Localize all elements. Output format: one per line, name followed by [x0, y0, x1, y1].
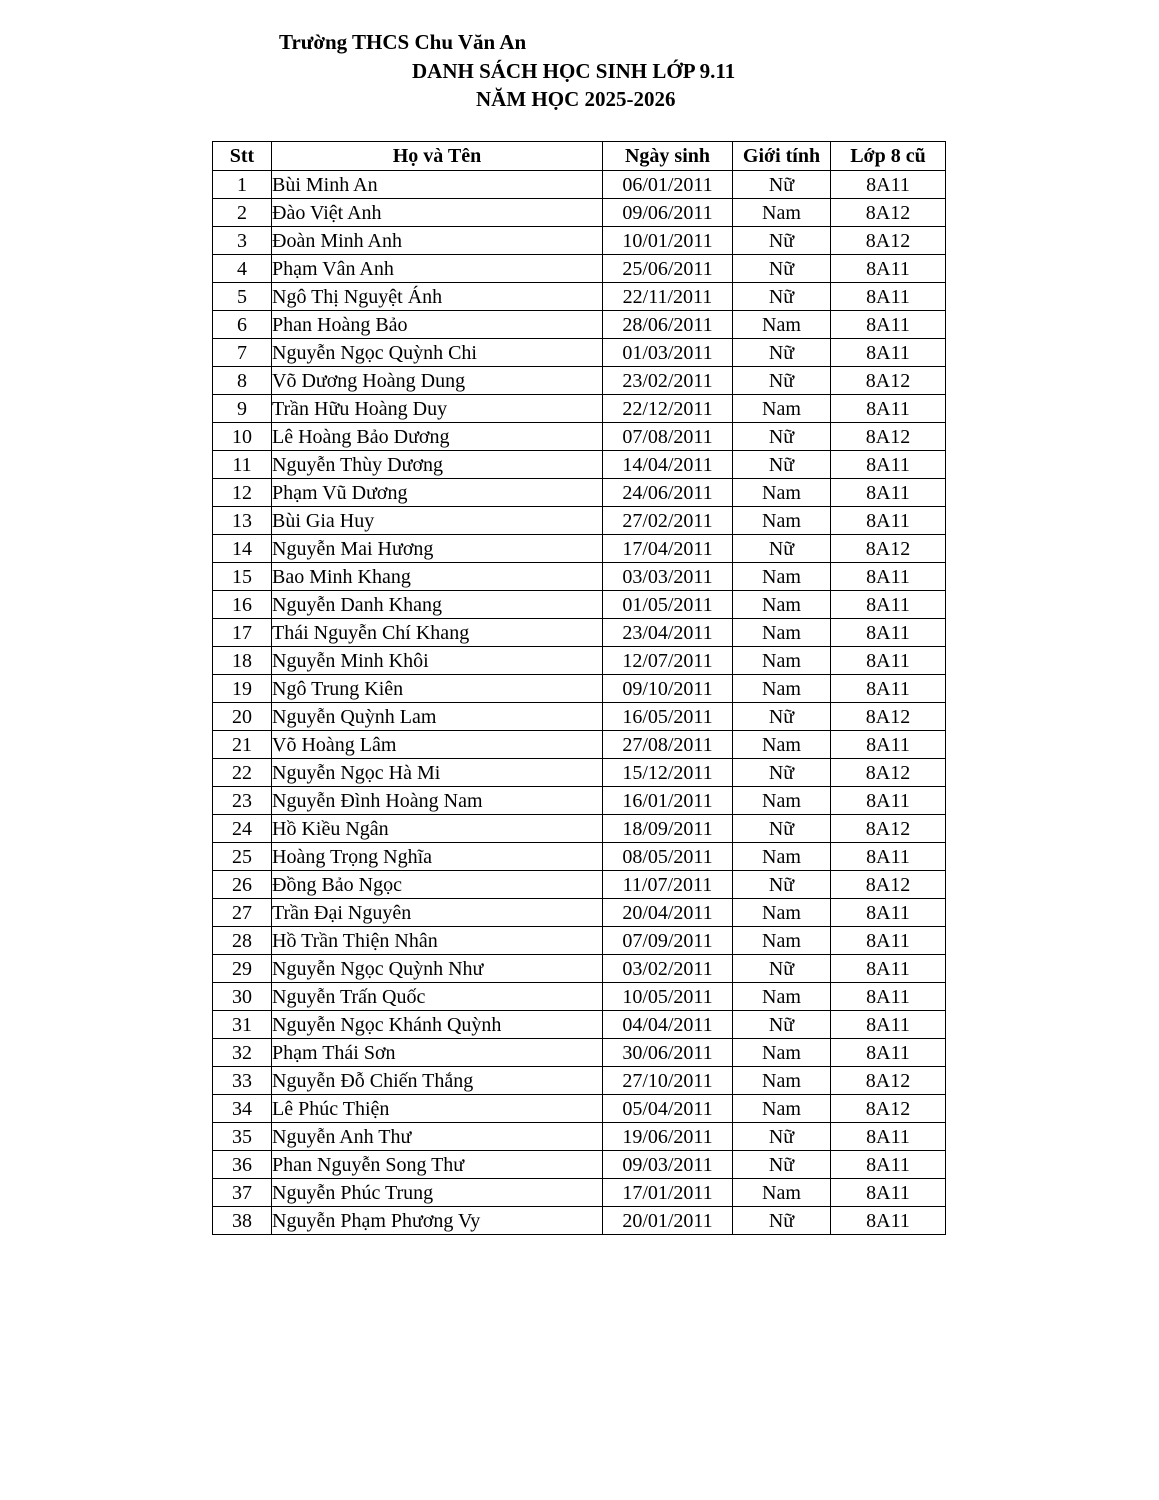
- cell-stt: 4: [213, 255, 272, 283]
- cell-prev-class: 8A12: [831, 199, 946, 227]
- cell-name: Đồng Bảo Ngọc: [272, 871, 603, 899]
- table-header-row: [213, 142, 946, 171]
- cell-gender: Nữ: [733, 171, 831, 199]
- table-row: [213, 199, 946, 227]
- cell-stt: 7: [213, 339, 272, 367]
- cell-gender: Nam: [733, 619, 831, 647]
- cell-stt: 28: [213, 927, 272, 955]
- cell-gender: Nữ: [733, 1207, 831, 1235]
- cell-prev-class: 8A11: [831, 1123, 946, 1151]
- cell-prev-class: 8A11: [831, 591, 946, 619]
- cell-gender: Nam: [733, 1095, 831, 1123]
- cell-gender: Nữ: [733, 703, 831, 731]
- cell-name: Ngô Trung Kiên: [272, 675, 603, 703]
- cell-dob: 16/01/2011: [603, 787, 733, 815]
- cell-gender: Nam: [733, 199, 831, 227]
- table-row: [213, 339, 946, 367]
- table-row: [213, 899, 946, 927]
- cell-prev-class: 8A11: [831, 899, 946, 927]
- cell-prev-class: 8A12: [831, 535, 946, 563]
- table-body: [213, 171, 946, 1235]
- cell-stt: 5: [213, 283, 272, 311]
- cell-gender: Nữ: [733, 759, 831, 787]
- cell-stt: 33: [213, 1067, 272, 1095]
- table-row: [213, 1179, 946, 1207]
- column-header-dob: Ngày sinh: [603, 142, 733, 171]
- cell-name: Nguyễn Ngọc Khánh Quỳnh: [272, 1011, 603, 1039]
- cell-name: Phạm Thái Sơn: [272, 1039, 603, 1067]
- cell-prev-class: 8A12: [831, 423, 946, 451]
- cell-gender: Nam: [733, 1067, 831, 1095]
- cell-gender: Nam: [733, 1039, 831, 1067]
- cell-dob: 28/06/2011: [603, 311, 733, 339]
- table-row: [213, 843, 946, 871]
- cell-gender: Nữ: [733, 815, 831, 843]
- table-row: [213, 227, 946, 255]
- cell-name: Nguyễn Đỗ Chiến Thắng: [272, 1067, 603, 1095]
- table-row: [213, 871, 946, 899]
- cell-dob: 12/07/2011: [603, 647, 733, 675]
- cell-name: Nguyễn Đình Hoàng Nam: [272, 787, 603, 815]
- cell-gender: Nữ: [733, 283, 831, 311]
- cell-prev-class: 8A11: [831, 983, 946, 1011]
- cell-dob: 09/10/2011: [603, 675, 733, 703]
- cell-dob: 03/03/2011: [603, 563, 733, 591]
- cell-stt: 32: [213, 1039, 272, 1067]
- cell-dob: 06/01/2011: [603, 171, 733, 199]
- cell-gender: Nam: [733, 591, 831, 619]
- cell-dob: 07/08/2011: [603, 423, 733, 451]
- cell-stt: 15: [213, 563, 272, 591]
- cell-gender: Nam: [733, 731, 831, 759]
- table-row: [213, 815, 946, 843]
- cell-stt: 20: [213, 703, 272, 731]
- cell-prev-class: 8A12: [831, 1095, 946, 1123]
- table-row: [213, 507, 946, 535]
- table-row: [213, 731, 946, 759]
- cell-gender: Nam: [733, 983, 831, 1011]
- cell-dob: 25/06/2011: [603, 255, 733, 283]
- column-header-name: Họ và Tên: [272, 142, 603, 171]
- cell-gender: Nữ: [733, 367, 831, 395]
- cell-dob: 22/11/2011: [603, 283, 733, 311]
- cell-prev-class: 8A11: [831, 339, 946, 367]
- cell-dob: 01/03/2011: [603, 339, 733, 367]
- table-row: [213, 1011, 946, 1039]
- column-header-prev-class: Lớp 8 cũ: [831, 142, 946, 171]
- cell-prev-class: 8A12: [831, 815, 946, 843]
- column-header-gender: Giới tính: [733, 142, 831, 171]
- cell-stt: 35: [213, 1123, 272, 1151]
- cell-gender: Nam: [733, 395, 831, 423]
- cell-name: Nguyễn Thùy Dương: [272, 451, 603, 479]
- cell-gender: Nữ: [733, 423, 831, 451]
- cell-name: Hoàng Trọng Nghĩa: [272, 843, 603, 871]
- cell-dob: 05/04/2011: [603, 1095, 733, 1123]
- cell-prev-class: 8A12: [831, 871, 946, 899]
- table-row: [213, 171, 946, 199]
- table-row: [213, 395, 946, 423]
- cell-stt: 27: [213, 899, 272, 927]
- cell-name: Đào Việt Anh: [272, 199, 603, 227]
- table-row: [213, 619, 946, 647]
- cell-prev-class: 8A11: [831, 479, 946, 507]
- cell-dob: 18/09/2011: [603, 815, 733, 843]
- cell-stt: 21: [213, 731, 272, 759]
- cell-prev-class: 8A12: [831, 703, 946, 731]
- cell-name: Nguyễn Ngọc Quỳnh Chi: [272, 339, 603, 367]
- cell-dob: 27/10/2011: [603, 1067, 733, 1095]
- cell-prev-class: 8A11: [831, 171, 946, 199]
- cell-dob: 03/02/2011: [603, 955, 733, 983]
- cell-name: Bao Minh Khang: [272, 563, 603, 591]
- cell-dob: 01/05/2011: [603, 591, 733, 619]
- cell-gender: Nam: [733, 927, 831, 955]
- cell-dob: 11/07/2011: [603, 871, 733, 899]
- cell-prev-class: 8A11: [831, 647, 946, 675]
- cell-stt: 25: [213, 843, 272, 871]
- cell-stt: 10: [213, 423, 272, 451]
- table-row: [213, 983, 946, 1011]
- cell-prev-class: 8A11: [831, 1179, 946, 1207]
- cell-prev-class: 8A11: [831, 451, 946, 479]
- cell-stt: 16: [213, 591, 272, 619]
- student-roster-table: [212, 141, 946, 1235]
- cell-gender: Nữ: [733, 451, 831, 479]
- table-row: [213, 927, 946, 955]
- cell-prev-class: 8A11: [831, 563, 946, 591]
- cell-stt: 8: [213, 367, 272, 395]
- cell-stt: 31: [213, 1011, 272, 1039]
- cell-dob: 10/01/2011: [603, 227, 733, 255]
- table-row: [213, 255, 946, 283]
- cell-name: Hồ Kiều Ngân: [272, 815, 603, 843]
- cell-gender: Nam: [733, 479, 831, 507]
- cell-gender: Nam: [733, 675, 831, 703]
- cell-stt: 18: [213, 647, 272, 675]
- cell-name: Nguyễn Mai Hương: [272, 535, 603, 563]
- cell-prev-class: 8A11: [831, 1011, 946, 1039]
- cell-stt: 12: [213, 479, 272, 507]
- cell-name: Nguyễn Ngọc Hà Mi: [272, 759, 603, 787]
- table-row: [213, 1123, 946, 1151]
- cell-name: Lê Hoàng Bảo Dương: [272, 423, 603, 451]
- cell-name: Bùi Gia Huy: [272, 507, 603, 535]
- cell-gender: Nam: [733, 311, 831, 339]
- cell-prev-class: 8A11: [831, 283, 946, 311]
- table-row: [213, 647, 946, 675]
- cell-dob: 27/08/2011: [603, 731, 733, 759]
- cell-name: Phạm Vân Anh: [272, 255, 603, 283]
- cell-dob: 23/04/2011: [603, 619, 733, 647]
- cell-stt: 14: [213, 535, 272, 563]
- cell-name: Trần Đại Nguyên: [272, 899, 603, 927]
- cell-name: Nguyễn Phúc Trung: [272, 1179, 603, 1207]
- table-row: [213, 1095, 946, 1123]
- cell-name: Võ Dương Hoàng Dung: [272, 367, 603, 395]
- table-row: [213, 787, 946, 815]
- cell-prev-class: 8A12: [831, 1067, 946, 1095]
- cell-gender: Nam: [733, 843, 831, 871]
- table-row: [213, 1151, 946, 1179]
- table-row: [213, 759, 946, 787]
- cell-dob: 17/04/2011: [603, 535, 733, 563]
- table-row: [213, 563, 946, 591]
- cell-name: Lê Phúc Thiện: [272, 1095, 603, 1123]
- cell-name: Bùi Minh An: [272, 171, 603, 199]
- cell-prev-class: 8A11: [831, 955, 946, 983]
- cell-name: Phạm Vũ Dương: [272, 479, 603, 507]
- cell-dob: 16/05/2011: [603, 703, 733, 731]
- table-row: [213, 1207, 946, 1235]
- cell-prev-class: 8A11: [831, 619, 946, 647]
- cell-name: Nguyễn Trấn Quốc: [272, 983, 603, 1011]
- cell-name: Hồ Trần Thiện Nhân: [272, 927, 603, 955]
- cell-name: Nguyễn Phạm Phương Vy: [272, 1207, 603, 1235]
- cell-stt: 37: [213, 1179, 272, 1207]
- cell-name: Võ Hoàng Lâm: [272, 731, 603, 759]
- cell-dob: 20/04/2011: [603, 899, 733, 927]
- cell-prev-class: 8A11: [831, 787, 946, 815]
- cell-stt: 34: [213, 1095, 272, 1123]
- table-row: [213, 367, 946, 395]
- cell-dob: 22/12/2011: [603, 395, 733, 423]
- cell-prev-class: 8A12: [831, 227, 946, 255]
- school-year: NĂM HỌC 2025-2026: [476, 87, 676, 111]
- table-row: [213, 675, 946, 703]
- cell-gender: Nữ: [733, 955, 831, 983]
- cell-stt: 38: [213, 1207, 272, 1235]
- cell-stt: 17: [213, 619, 272, 647]
- cell-dob: 24/06/2011: [603, 479, 733, 507]
- cell-gender: Nữ: [733, 1123, 831, 1151]
- cell-prev-class: 8A11: [831, 675, 946, 703]
- cell-prev-class: 8A12: [831, 759, 946, 787]
- cell-dob: 23/02/2011: [603, 367, 733, 395]
- cell-name: Đoàn Minh Anh: [272, 227, 603, 255]
- cell-prev-class: 8A11: [831, 311, 946, 339]
- cell-prev-class: 8A11: [831, 395, 946, 423]
- cell-gender: Nữ: [733, 339, 831, 367]
- cell-name: Nguyễn Minh Khôi: [272, 647, 603, 675]
- table-row: [213, 703, 946, 731]
- table-row: [213, 423, 946, 451]
- cell-dob: 17/01/2011: [603, 1179, 733, 1207]
- cell-dob: 19/06/2011: [603, 1123, 733, 1151]
- cell-stt: 22: [213, 759, 272, 787]
- cell-stt: 29: [213, 955, 272, 983]
- cell-dob: 09/06/2011: [603, 199, 733, 227]
- cell-gender: Nữ: [733, 255, 831, 283]
- cell-name: Nguyễn Ngọc Quỳnh Như: [272, 955, 603, 983]
- column-header-stt: Stt: [213, 142, 272, 171]
- cell-dob: 27/02/2011: [603, 507, 733, 535]
- table-row: [213, 591, 946, 619]
- cell-gender: Nữ: [733, 535, 831, 563]
- cell-dob: 15/12/2011: [603, 759, 733, 787]
- cell-prev-class: 8A11: [831, 1207, 946, 1235]
- table-row: [213, 955, 946, 983]
- cell-name: Thái Nguyễn Chí Khang: [272, 619, 603, 647]
- cell-stt: 30: [213, 983, 272, 1011]
- cell-name: Nguyễn Anh Thư: [272, 1123, 603, 1151]
- cell-prev-class: 8A11: [831, 1039, 946, 1067]
- cell-name: Nguyễn Danh Khang: [272, 591, 603, 619]
- cell-dob: 20/01/2011: [603, 1207, 733, 1235]
- cell-gender: Nam: [733, 563, 831, 591]
- cell-name: Nguyễn Quỳnh Lam: [272, 703, 603, 731]
- cell-gender: Nữ: [733, 1151, 831, 1179]
- cell-gender: Nữ: [733, 871, 831, 899]
- cell-dob: 09/03/2011: [603, 1151, 733, 1179]
- cell-dob: 10/05/2011: [603, 983, 733, 1011]
- cell-stt: 6: [213, 311, 272, 339]
- cell-dob: 07/09/2011: [603, 927, 733, 955]
- cell-dob: 30/06/2011: [603, 1039, 733, 1067]
- table-row: [213, 1039, 946, 1067]
- cell-gender: Nam: [733, 1179, 831, 1207]
- cell-stt: 26: [213, 871, 272, 899]
- cell-stt: 24: [213, 815, 272, 843]
- cell-gender: Nam: [733, 787, 831, 815]
- document-title: DANH SÁCH HỌC SINH LỚP 9.11: [412, 59, 736, 83]
- cell-stt: 19: [213, 675, 272, 703]
- table-row: [213, 479, 946, 507]
- cell-prev-class: 8A12: [831, 367, 946, 395]
- cell-stt: 13: [213, 507, 272, 535]
- cell-stt: 23: [213, 787, 272, 815]
- cell-gender: Nữ: [733, 227, 831, 255]
- table-row: [213, 311, 946, 339]
- cell-stt: 1: [213, 171, 272, 199]
- cell-name: Phan Nguyễn Song Thư: [272, 1151, 603, 1179]
- cell-stt: 9: [213, 395, 272, 423]
- cell-stt: 3: [213, 227, 272, 255]
- cell-prev-class: 8A11: [831, 843, 946, 871]
- cell-gender: Nữ: [733, 1011, 831, 1039]
- cell-prev-class: 8A11: [831, 255, 946, 283]
- table-row: [213, 1067, 946, 1095]
- cell-prev-class: 8A11: [831, 507, 946, 535]
- cell-gender: Nam: [733, 899, 831, 927]
- cell-prev-class: 8A11: [831, 731, 946, 759]
- school-name: Trường THCS Chu Văn An: [279, 30, 527, 54]
- cell-name: Ngô Thị Nguyệt Ánh: [272, 283, 603, 311]
- cell-gender: Nam: [733, 507, 831, 535]
- cell-gender: Nam: [733, 647, 831, 675]
- cell-dob: 08/05/2011: [603, 843, 733, 871]
- table-row: [213, 535, 946, 563]
- cell-prev-class: 8A11: [831, 1151, 946, 1179]
- table-row: [213, 283, 946, 311]
- cell-dob: 14/04/2011: [603, 451, 733, 479]
- cell-stt: 2: [213, 199, 272, 227]
- cell-stt: 36: [213, 1151, 272, 1179]
- table-row: [213, 451, 946, 479]
- cell-name: Trần Hữu Hoàng Duy: [272, 395, 603, 423]
- cell-stt: 11: [213, 451, 272, 479]
- cell-prev-class: 8A11: [831, 927, 946, 955]
- cell-dob: 04/04/2011: [603, 1011, 733, 1039]
- cell-name: Phan Hoàng Bảo: [272, 311, 603, 339]
